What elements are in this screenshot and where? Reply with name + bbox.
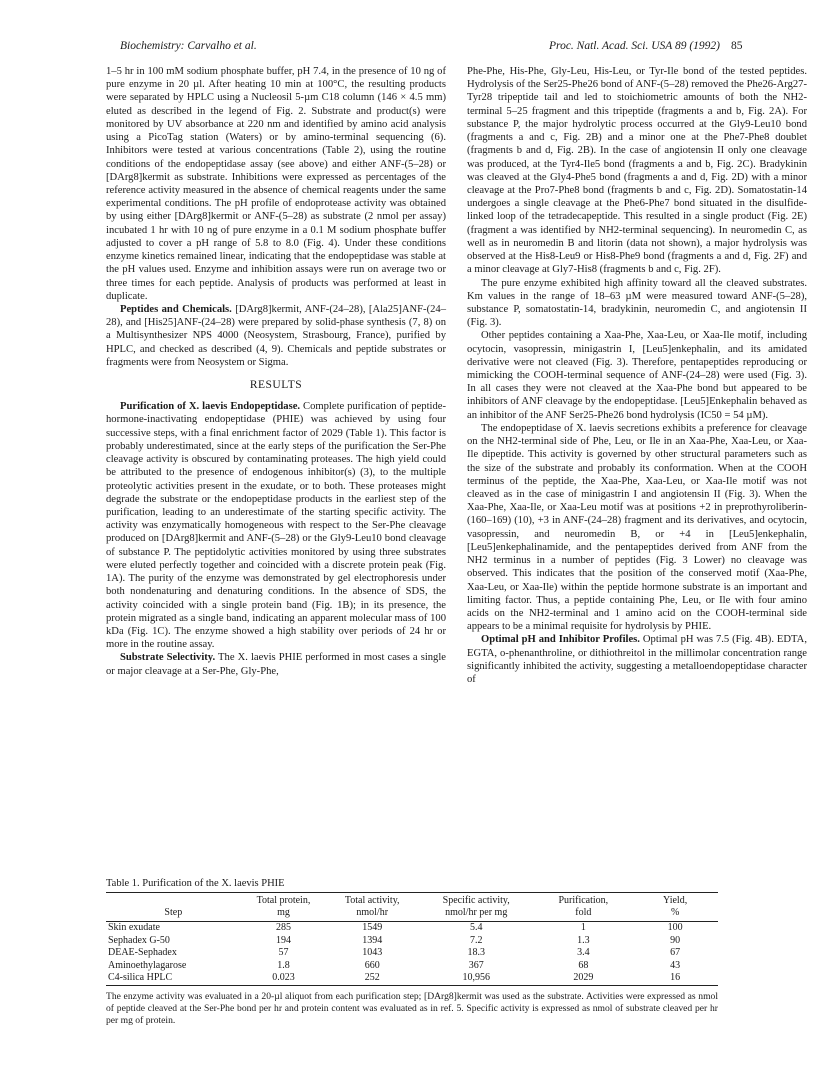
table-cell: 1.8 bbox=[277, 959, 290, 971]
table-cell: 18.3 bbox=[467, 947, 485, 958]
col-header-specific-activity: Specific activity, nmol/hr per mg bbox=[442, 895, 510, 918]
table-row bbox=[106, 960, 718, 973]
table-cell: 67 bbox=[670, 947, 681, 958]
peptides-chemicals-text: [DArg8]kermit, ANF-(24–28), [Ala25]ANF-(24–28), and [His25]ANF-(24–28) were prepared by solid-phase synthesis (7, 8) on a Multisynthesizer NPS 4000 (Neosystem, Strasbourg, France), purified by HPLC, and checked as described (4, 9). Chemicals and peptide substrates or fragments were from Neosystem or Sigma. bbox=[106, 303, 446, 368]
page-number: 85 bbox=[731, 40, 743, 52]
substrate-selectivity-paragraph bbox=[106, 651, 446, 677]
col-header-total-protein: Total protein, mg bbox=[256, 895, 311, 918]
table-footnote: The enzyme activity was evaluated in a 20-µl aliquot from each purification step; [DArg8]kermit was used as the substrate. Activities were expressed as nmol of peptide cleaved at the Ser-Phe bond per hr and protein content was evaluated as in ref. 5. Specific activity is expressed as nmol of substrate cleaved per hr per mg of protein. bbox=[106, 990, 718, 1026]
table-cell: 1 bbox=[580, 922, 586, 933]
optimal-ph-text: Optimal pH was 7.5 (Fig. 4B). EDTA, EGTA, o-phenanthroline, or dithiothreitol in the millimolar concentration range significantly inhibited the activity, suggesting a metalloendopeptidase character of bbox=[467, 634, 807, 686]
methods-paragraph: 1–5 hr in 100 mM sodium phosphate buffer, pH 7.4, in the presence of 10 ng of pure enzyme in 20 µl. After heating 10 min at 100°C, the resulting products were separated by HPLC using a Nucleosil 5-µm C18 column (146 × 4.5 mm) eluted as described in the legend of Fig. 2. Substrate and product(s) were monitored by UV absorbance at 220 nm and identified by amino acid analysis using a PicoTag station (Waters) or by amino-terminal sequencing (6). Inhibitors were tested at various concentrations (Table 2), using the routine conditions of the endopeptidase assay (see above) and either ANF-(5–28) or [DArg8]kermit as substrate. Inhibitions were expressed as percentages of the reference activity measured in the absence of chemical reagents under the same experimental conditions. The pH profile of endoprotease activity was obtained by using either [DArg8]kermit or ANF-(5–28) as substrate (2 nmol per assay) incubated 1 hr with 10 ng of pure enzyme in a 0.1 M sodium phosphate buffer adjusted to cover a pH range of 5.8 to 8.0 (Fig. 4). Under these conditions enzyme kinetics remained linear, indicating that the endopeptidase was stable at the pH values used. Enzyme and inhibition assays were run on average two or three times for each peptide. Analysis of products was performed at least in duplicate. bbox=[106, 66, 446, 302]
table-cell: 2029 bbox=[534, 972, 632, 985]
col-header-total-activity: Total activity, nmol/hr bbox=[344, 895, 400, 918]
table-cell: 1549 bbox=[362, 922, 383, 933]
running-header bbox=[120, 40, 720, 58]
table-row bbox=[106, 935, 718, 948]
table-cell: Skin exudate bbox=[108, 922, 160, 933]
purification-table bbox=[106, 892, 718, 986]
right-column bbox=[467, 65, 807, 686]
table-cell: 57 bbox=[278, 947, 289, 958]
running-header-authors: Biochemistry: Carvalho et al. bbox=[120, 40, 257, 52]
table-row bbox=[106, 972, 718, 985]
table-cell: 5.4 bbox=[469, 922, 483, 933]
substrate-selectivity-heading: Substrate Selectivity. bbox=[120, 652, 216, 664]
other-peptides-paragraph: Other peptides containing a Xaa-Phe, Xaa-Leu, or Xaa-Ile motif, including ocytocin, vasopressin, minigastrin I, [Leu5]enkephalin, and its amidated derivative were not cleaved (Fig. 3). Therefore, pentapeptides reproducing or mimicking the COOH-terminal sequence of ANF-(24–28) were used (Fig. 3). In all cases they were not cleaved at the Xaa-Phe bond but appeared to be inhibitors of ANF cleavage by the endopeptidase. [Leu5]Enkephalin behaved as an inhibitor of the ANF Ser25-Phe26 bond hydrolysis (IC50 = 54 µM). bbox=[467, 330, 807, 421]
purification-heading: Purification of X. laevis Endopeptidase. bbox=[120, 401, 301, 413]
table-cell: 100 bbox=[667, 922, 683, 933]
table-cell: 1043 bbox=[362, 947, 383, 958]
purification-text: Complete purification of peptide-hormone-inactivating endopeptidase (PHIE) was achieved by using four successive steps, with a final enrichment factor of 2029 (Table 1). This factor is probably underestimated, since at the early steps of the purification the Ser-Phe cleavage activity is obscured by contaminating proteases. The high yield could be attributed to the presence of endogenous inhibitor(s) (3), to the multiple proteolytic activities present in the exudate, or to both. These proteases might degrade the substrate or the endopeptidase products in the earliest step of the purification, leading to an underestimate of the starting specific activity. The activity was enzymatically homogeneous with respect to the Ser-Phe cleavage produced on [DArg8]kermit and ANF-(5–28) or the Gly9-Leu10 bond cleavage of substance P. The peptidolytic activities monitored by using three substrates were eluted perfectly together and coincided with a discrete protein peak (Fig. 1A). The purity of the enzyme was demonstrated by gel electrophoresis under both nondenaturing and denaturing conditions. In the absence of SDS, the activity coincided with a single protein band (Fig. 1B); in its presence, the protein migrated as a single band, indicating an apparent molecular mass of 100 kDa (Fig. 1C). The enzyme showed a high stability over periods of 24 hr or more in the routine assay. bbox=[106, 401, 446, 651]
substrate-selectivity-text: The X. laevis PHIE performed in most cases a single or major cleavage at a Ser-Phe, Gly-Phe, bbox=[106, 652, 446, 677]
table-cell: C4-silica HPLC bbox=[106, 972, 241, 985]
table-1 bbox=[106, 878, 718, 1027]
table-cell: Aminoethylagarose bbox=[108, 959, 187, 971]
left-column bbox=[106, 65, 446, 678]
peptides-chemicals-paragraph bbox=[106, 303, 446, 369]
cleavage-paragraph: Phe-Phe, His-Phe, Gly-Leu, His-Leu, or Tyr-Ile bond of the tested peptides. Hydrolysis of the Ser25-Phe26 bond of ANF-(5–28) removed the Phe26-Arg27-Tyr28 tripeptide tail and led to stoichiometric amounts of both the NH2-terminal 5–25 fragment and this tripeptide (fragments a and b, Fig. 2A). For substance P, the major hydrolytic process occurred at the Gly9-Leu10 bond (fragments a and c, Fig. 2B) and a minor one at the Phe7-Phe8 doublet (fragments b and d, Fig. 2B). In the case of angiotensin II only one cleavage was produced, at the Tyr4-Ile5 bond (fragments a and b, Fig. 2C). Bradykinin was cleaved at the Gly4-Phe5 bond (fragments a and d, Fig. 2D) with a minor cleavage at the Pro7-Phe8 bond (fragments b and c, Fig. 2D). Somatostatin-14 undergoes a single cleavage at the Phe6-Phe7 bond situated in the disulfide-linked loop of the tetradecapeptide. This resulted in a single product (Fig. 2E) (fragment a was identified by NH2-terminal sequencing). In neuromedin C, as well as in neuromedin B and litorin (data not shown), a major hydrolysis was observed at the His8-Leu9 or His8-Phe9 bond (fragments a and d, Fig. 2F) and a minor cleavage at Gly7-His8 (fragments b and c, Fig. 2F). bbox=[467, 66, 807, 276]
table-cell: 285 bbox=[275, 922, 291, 933]
table-cell: 7.2 bbox=[469, 934, 483, 946]
col-header-step: Step bbox=[164, 907, 183, 918]
table-cell: 194 bbox=[275, 934, 291, 946]
table-row bbox=[106, 922, 718, 935]
col-header-purification: Purification, fold bbox=[558, 895, 609, 918]
optimal-ph-paragraph bbox=[467, 633, 807, 686]
table-header-row bbox=[106, 893, 718, 922]
col-header-yield: Yield, % bbox=[663, 895, 688, 918]
peptides-chemicals-heading: Peptides and Chemicals. bbox=[120, 303, 232, 315]
table-cell: DEAE-Sephadex bbox=[108, 947, 177, 958]
running-header-journal: Proc. Natl. Acad. Sci. USA 89 (1992) bbox=[549, 40, 720, 52]
results-heading: RESULTS bbox=[249, 379, 303, 392]
affinity-paragraph: The pure enzyme exhibited high affinity toward all the cleaved substrates. Km values in the range of 18–63 µM were measured toward ANF-(5–28), substance P, somatostatin-14, bradykinin, neuromedin C, and angiotensin II (Fig. 3). bbox=[467, 277, 807, 329]
table-cell: 367 bbox=[468, 959, 484, 971]
table-cell: 3.4 bbox=[577, 947, 590, 958]
table-cell: 43 bbox=[670, 959, 681, 971]
table-cell: 660 bbox=[364, 959, 380, 971]
preference-paragraph: The endopeptidase of X. laevis secretions exhibits a preference for cleavage on the NH2-terminal side of Phe, Leu, or Ile in an Xaa-Phe, Xaa-Leu, or Xaa-Ile dipeptide. This activity is governed by other structural parameters such as the size of the substrate and probably its conformation. When at the COOH terminus of the peptide, the Xaa-Phe, Xaa-Leu, or Xaa-Ile motif was not cleaved as in the case of minigastrin I and angiotensin II (Fig. 3). When the Xaa-Phe, Xaa-Ile, or Xaa-Leu motif was at positions +2 in preprothyroliberin-(160–169) (10), +3 in ANF-(24–28) fragment and its derivatives, and ocytocin, vasopressin, and neuromedin B, or +4 in [Leu5]enkephalin, [Leu5]enkephalinamide, and the pentapeptides derived from ANF from the NH2 terminus in a number of peptides (Fig. 3 Lower) no cleavage was observed. This indicates that the position of the conserved motif (Xaa-Phe, Xaa-Leu, or Xaa-Ile) within the peptide hormone substrate is an important and limiting factor. Thus, a peptide containing Phe, Leu, or Ile with four amino acids on the NH2-terminal and 1 amino acid on the COOH-terminal side appears to be a minimal requisite for hydrolysis by PHIE. bbox=[467, 422, 807, 633]
table-cell: Sephadex G-50 bbox=[108, 934, 170, 946]
table-cell: 90 bbox=[670, 934, 681, 946]
table-cell: 16 bbox=[632, 972, 718, 985]
table-cell: 68 bbox=[578, 959, 589, 971]
table-row bbox=[106, 947, 718, 960]
table-cell: 1394 bbox=[362, 934, 383, 946]
optimal-ph-heading: Optimal pH and Inhibitor Profiles. bbox=[481, 634, 640, 646]
table-title: Table 1. Purification of the X. laevis PHIE bbox=[106, 878, 285, 889]
table-cell: 1.3 bbox=[577, 934, 590, 946]
purification-paragraph bbox=[106, 400, 446, 651]
table-cell: 0.023 bbox=[241, 972, 327, 985]
table-cell: 252 bbox=[326, 972, 418, 985]
table-cell: 10,956 bbox=[418, 972, 534, 985]
